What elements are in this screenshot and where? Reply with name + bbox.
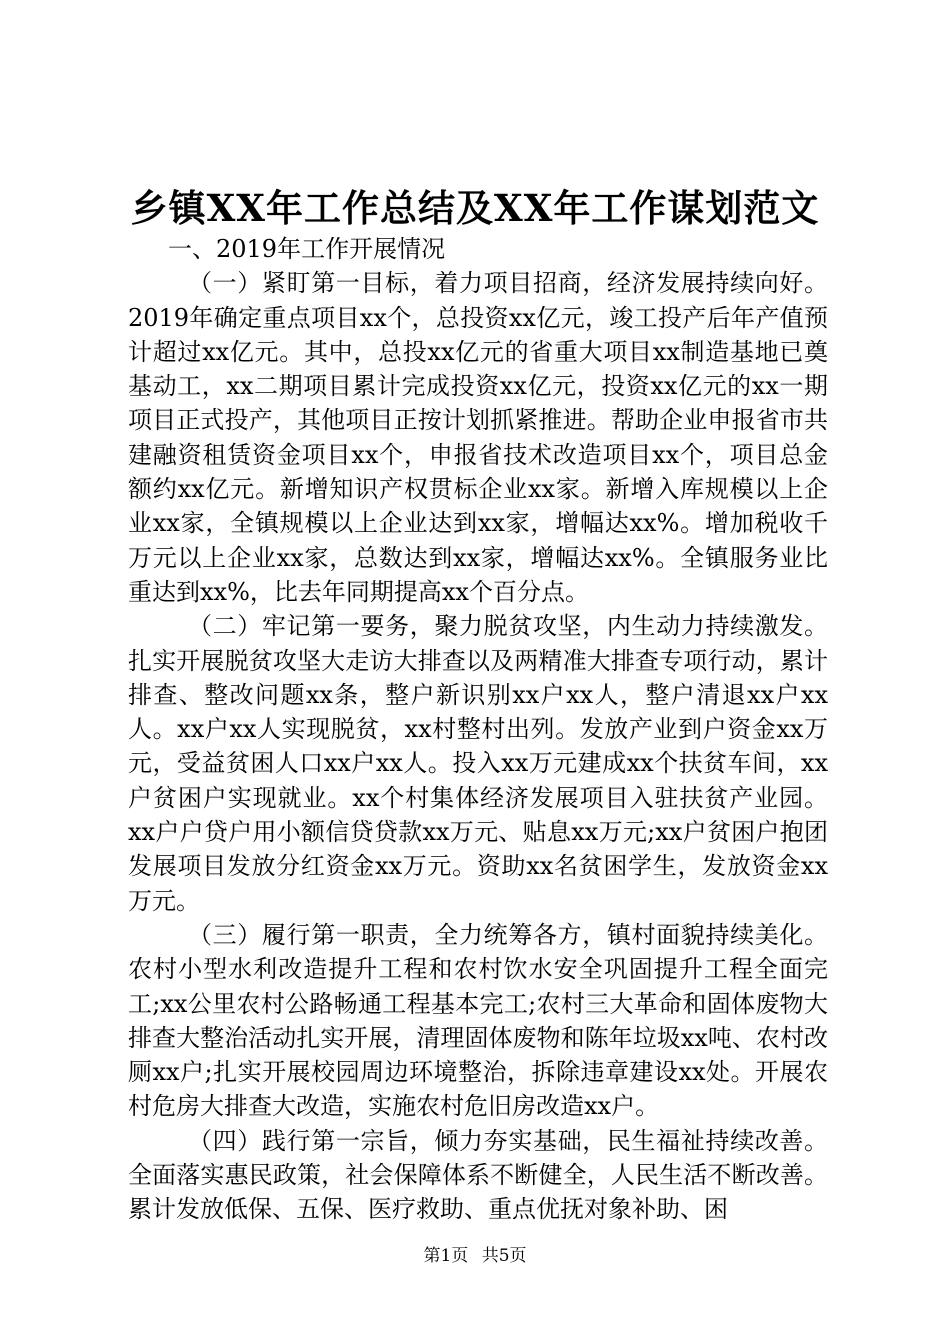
document-body [128,232,828,1227]
paragraph-1: （一）紧盯第一目标，着力项目招商，经济发展持续向好。2019年确定重点项目xx个，总投资xx亿元，竣工投产后年产值预计超过xx亿元。其中，总投xx亿元的省重大项目xx制造基地已奠基动工，xx二期项目累计完成投资xx亿元，投资xx亿元的xx一期项目正式投产，其他项目正按计划抓紧推进。帮助企业申报省市共建融资租赁资金项目xx个，申报省技术改造项目xx个，项目总金额约xx亿元。新增知识产权贯标企业xx家。新增入库规模以上企业xx家，全镇规模以上企业达到xx家，增幅达xx%。增加税收千万元以上企业xx家，总数达到xx家，增幅达xx%。全镇服务业比重达到xx%，比去年同期提高xx个百分点。 [128,269,828,606]
page-total: 共5页 [481,1246,527,1266]
paragraph-3: （三）履行第一职责，全力统筹各方，镇村面貌持续美化。农村小型水利改造提升工程和农村饮水安全巩固提升工程全面完工;xx公里农村公路畅通工程基本完工;农村三大革命和固体废物大排查大整治活动扎实开展，清理固体废物和陈年垃圾xx吨、农村改厕xx户;扎实开展校园周边环境整治，拆除违章建设xx处。开展农村危房大排查大改造，实施农村危旧房改造xx户。 [128,920,828,1121]
page-number: 第1页 [423,1246,469,1266]
paragraph-4: （四）践行第一宗旨，倾力夯实基础，民生福祉持续改善。全面落实惠民政策，社会保障体系不断健全，人民生活不断改善。累计发放低保、五保、医疗救助、重点优抚对象补助、困 [128,1126,828,1224]
page-footer [0,1244,950,1268]
document-title: 乡镇XX年工作总结及XX年工作谋划范文 [130,186,820,230]
paragraph-2: （二）牢记第一要务，聚力脱贫攻坚，内生动力持续激发。扎实开展脱贫攻坚大走访大排查以及两精准大排查专项行动，累计排查、整改问题xx条，整户新识别xx户xx人，整户清退xx户xx人。xx户xx人实现脱贫，xx村整村出列。发放产业到户资金xx万元，受益贫困人口xx户xx人。投入xx万元建成xx个扶贫车间，xx户贫困户实现就业。xx个村集体经济发展项目入驻扶贫产业园。xx户户贷户用小额信贷贷款xx万元、贴息xx万元;xx户贫困户抱团发展项目发放分红资金xx万元。资助xx名贫困学生，发放资金xx万元。 [128,612,828,915]
section-heading: 一、2019年工作开展情况 [168,235,446,263]
